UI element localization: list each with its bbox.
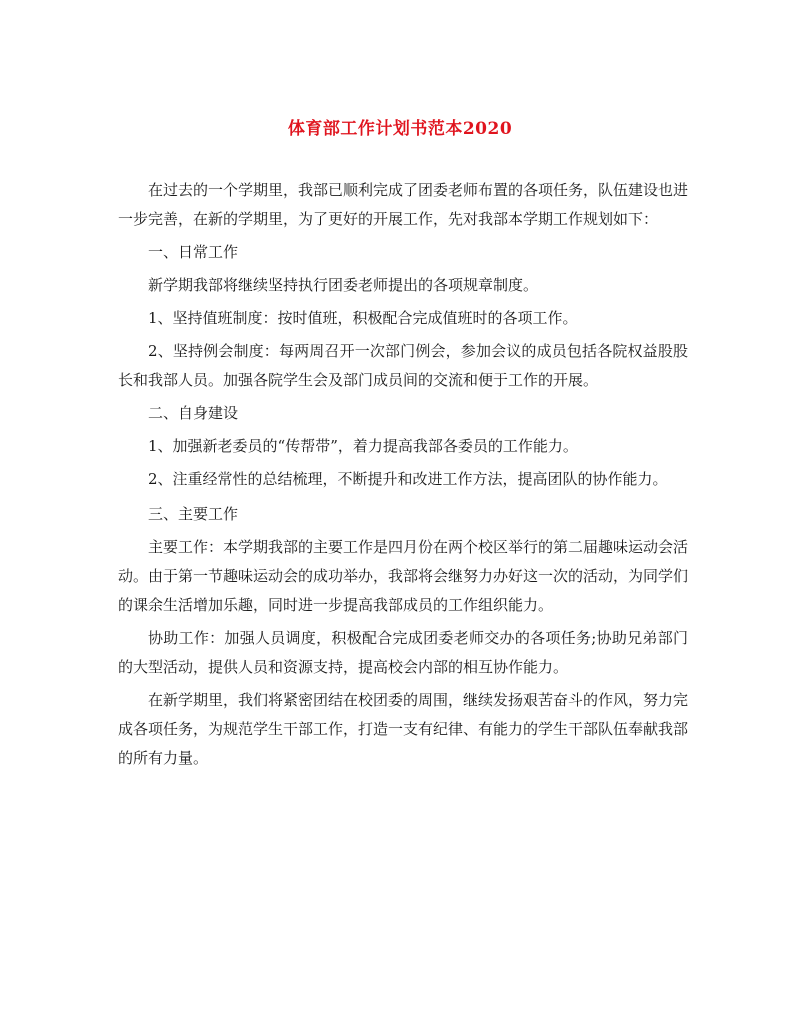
paragraph-main-work: 主要工作：本学期我部的主要工作是四月份在两个校区举行的第二届趣味运动会活动。由于第一节趣味运动会的成功举办，我部将会继努力办好这一次的活动，为同学们的课余生活增加乐趣，同时进一步提高我部成员的工作组织能力。: [118, 538, 689, 614]
paragraph-duty-system: 1、坚持值班制度：按时值班，积极配合完成值班时的各项工作。: [148, 309, 578, 327]
section-heading-self-building: 二、自身建设: [148, 404, 239, 422]
section-heading-daily-work: 一、日常工作: [148, 243, 239, 261]
document-body: [118, 176, 688, 777]
paragraph-mentoring: 1、加强新老委员的“传帮带”，着力提高我部各委员的工作能力。: [148, 437, 578, 455]
paragraph-assist-work: 协助工作：加强人员调度，积极配合完成团委老师交办的各项任务;协助兄弟部门的大型活动，提供人员和资源支持，提高校会内部的相互协作能力。: [118, 629, 688, 676]
paragraph-summary: 2、注重经常性的总结梳理，不断提升和改进工作方法，提高团队的协作能力。: [148, 470, 668, 488]
paragraph-meeting-system: 2、坚持例会制度：每两周召开一次部门例会，参加会议的成员包括各院权益股股长和我部人员。加强各院学生会及部门成员间的交流和便于工作的开展。: [118, 342, 688, 389]
intro-paragraph: 在过去的一个学期里，我部已顺利完成了团委老师布置的各项任务，队伍建设也进一步完善，在新的学期里，为了更好的开展工作，先对我部本学期工作规划如下：: [118, 181, 689, 228]
paragraph-conclusion: 在新学期里，我们将紧密团结在校团委的周围，继续发扬艰苦奋斗的作风，努力完成各项任务，为规范学生干部工作，打造一支有纪律、有能力的学生干部队伍奉献我部的所有力量。: [118, 691, 689, 767]
document-title: 体育部工作计划书范本2020: [287, 119, 513, 139]
section-heading-main-work: 三、主要工作: [148, 505, 239, 523]
paragraph-rules: 新学期我部将继续坚持执行团委老师提出的各项规章制度。: [148, 276, 539, 294]
